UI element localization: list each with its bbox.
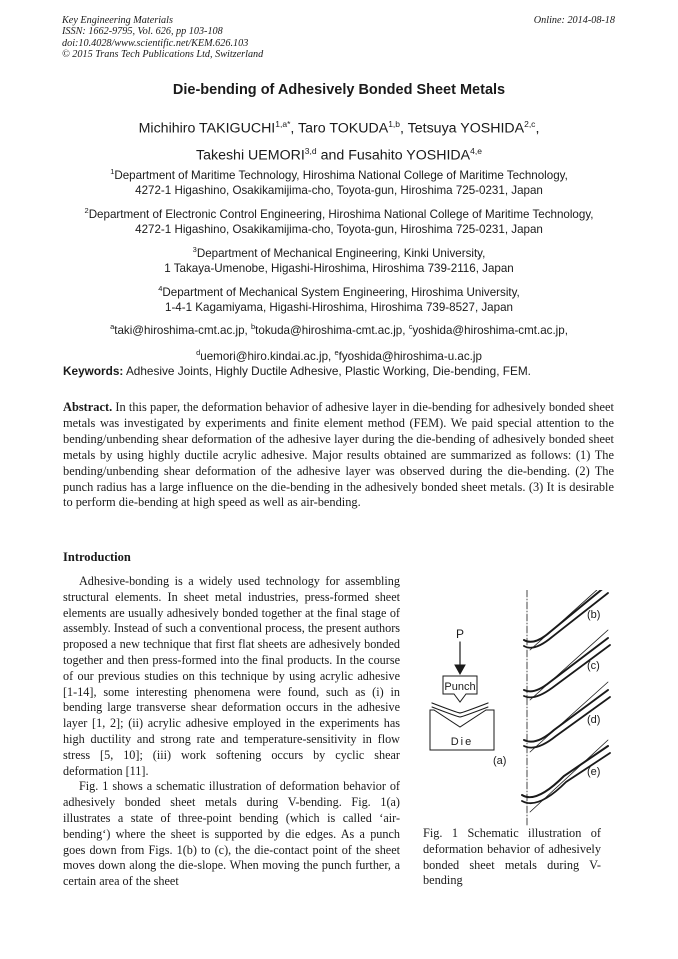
author-list [0, 113, 678, 166]
force-label: P [455, 627, 465, 641]
abstract-text: In this paper, the deformation behavior of adhesive layer in die-bending for adhesively bonded sheet metals was investigated by experiments and finite element method (FEM). We paid special attention to the bending/unbending shear deformation of the adhesive layer during the die-bending of adhesively bonded sheet metals by using highly ductile acrylic adhesive. Major results obtained are summarized as follows: (1) The bending/unbending shear deformation of the adhesive layer was observed during the die-bending. (2) The punch radius has a large influence on the die-bending in the adhesively bonded sheet metals. (3) It is desirable to perform die-bending at high speed as well as air-bending. [63, 400, 614, 510]
email: taki@hiroshima-cmt.ac.jp, [114, 324, 251, 338]
affiliation-sup: 4 [158, 283, 163, 293]
affiliations [0, 164, 678, 368]
affiliation-line: Department of Mechanical System Engineering, Hiroshima University, [162, 285, 520, 299]
email-sup: c [408, 322, 413, 332]
affiliation [0, 242, 678, 277]
affiliation-line: 4272-1 Higashino, Osakikamijima-cho, Toyota-gun, Hiroshima 725-0231, Japan [135, 184, 543, 198]
author-name: Taro TOKUDA [298, 120, 389, 137]
email: uemori@hiro.kindai.ac.jp, [200, 349, 335, 363]
email: yoshida@hiroshima-cmt.ac.jp, [412, 324, 568, 338]
figure-caption: Fig. 1 Schematic illustration of deformation behavior of adhesively bonded sheet metals during V-bending [423, 826, 601, 888]
affiliation [0, 164, 678, 199]
email: fyoshida@hiroshima-u.ac.jp [338, 349, 482, 363]
author-sup: 4,e [470, 145, 482, 156]
journal-name: Key Engineering Materials [62, 15, 173, 26]
die-label: Die [450, 736, 474, 748]
author-sup: 1,a* [275, 119, 291, 129]
author-name: Fusahito YOSHIDA [348, 147, 471, 164]
online-date: Online: 2014-08-18 [533, 15, 615, 26]
punch-label: Punch [444, 681, 476, 693]
author-name: Takeshi UEMORI [196, 147, 305, 164]
affiliation-sup: 2 [84, 205, 89, 215]
figure-1 [418, 590, 618, 826]
affiliation-line: 4272-1 Higashino, Osakikamijima-cho, Toyota-gun, Hiroshima 725-0231, Japan [135, 223, 543, 237]
keywords-label: Keywords: [63, 364, 124, 378]
email-sup: d [196, 347, 201, 357]
subfig-label-b: (b) [587, 609, 601, 621]
sheet-a-inner [432, 707, 488, 717]
email-line [0, 319, 678, 338]
section-heading: Introduction [63, 550, 131, 564]
paragraph: Fig. 1 shows a schematic illustration of deformation behavior of adhesively bonded sheet metals during V-bending. Fig. 1(a) illustrates a state of three-point bending (which is called ‘air-bending‘) where the sheet is supported by die edges. As a punch goes down from Figs. 1(b) to (c), the die-contact point of the sheet moves down along the die-slope. When moving the punch further, a certain area of the sheet [63, 779, 400, 889]
paper-title: Die-bending of Adhesively Bonded Sheet Metals [172, 82, 506, 98]
subfig-label-a: (a) [493, 755, 507, 767]
affiliation-sup: 3 [192, 244, 197, 254]
author-sup: 3,d [304, 145, 317, 156]
abstract-label: Abstract. [63, 400, 113, 414]
author-sup: 1,b [388, 119, 401, 129]
affiliation-sup: 1 [110, 167, 115, 176]
author-name: Tetsuya YOSHIDA [407, 120, 525, 137]
copyright-line: © 2015 Trans Tech Publications Ltd, Switzerland [62, 49, 264, 61]
subfig-label-c: (c) [587, 660, 600, 672]
abstract [63, 400, 614, 511]
author-separator: , [535, 120, 540, 137]
affiliation-line: 1-4-1 Kagamiyama, Higashi-Hiroshima, Hiroshima 739-8527, Japan [165, 300, 513, 314]
page-header [62, 15, 615, 61]
figure-1-drawing [418, 590, 618, 826]
keywords-text: Adhesive Joints, Highly Ductile Adhesive, Plastic Working, Die-bending, FEM. [123, 364, 531, 378]
affiliation-line: Department of Electronic Control Engineering, Hiroshima National College of Maritime Technology, [88, 207, 594, 221]
author-separator: , [400, 120, 408, 137]
affiliation [0, 203, 678, 238]
affiliation-line: 1 Takaya-Umenobe, Higashi-Hiroshima, Hiroshima 739-2116, Japan [164, 262, 514, 276]
affiliation-line: Department of Maritime Technology, Hiroshima National College of Maritime Technology, [114, 168, 568, 182]
author-sup: 2,c [524, 119, 536, 129]
introduction-body [63, 574, 400, 890]
author-separator: and [316, 147, 349, 164]
issn-line: ISSN: 1662-9795, Vol. 626, pp 103-108 [62, 26, 223, 38]
affiliation [0, 281, 678, 316]
email-sup: a [110, 322, 115, 332]
keywords [63, 364, 531, 378]
paragraph: Adhesive-bonding is a widely used technology for assembling structural elements. In sheet metal industries, press-formed sheet elements are usually adhesively bonded together at the final stage of assembly. Instead of such a conventional process, the present authors proposed a new technique that first flat sheets are adhesively bonded together and then press-formed into the final products. In the course of our previous studies on this technique by using acrylic adhesive [1-14], some interesting phenomena were found, such as (i) in bending large transverse shear deformation occurs in the adhesive layer [1, 2]; (ii) acrylic adhesive employed in the experiments has high ductility and strong rate and temperature-sensitivity in flow stress [5, 10]; (iii) work softening occurs by cyclic shear deformation [11]. [63, 574, 400, 778]
email: tokuda@hiroshima-cmt.ac.jp, [255, 324, 409, 338]
email-sup: e [334, 347, 339, 357]
sheet-a-outer [432, 703, 488, 713]
force-arrow-head [455, 665, 465, 674]
subfig-label-d: (d) [587, 714, 601, 726]
doi-line: doi:10.4028/www.scientific.net/KEM.626.103 [62, 37, 249, 49]
affiliation-line: Department of Mechanical Engineering, Kinki University, [196, 246, 486, 260]
author-name: Michihiro TAKIGUCHI [138, 120, 276, 137]
subfig-label-e: (e) [587, 766, 601, 778]
author-separator: , [290, 120, 299, 137]
email-line [0, 345, 678, 364]
email-sup: b [251, 322, 256, 332]
